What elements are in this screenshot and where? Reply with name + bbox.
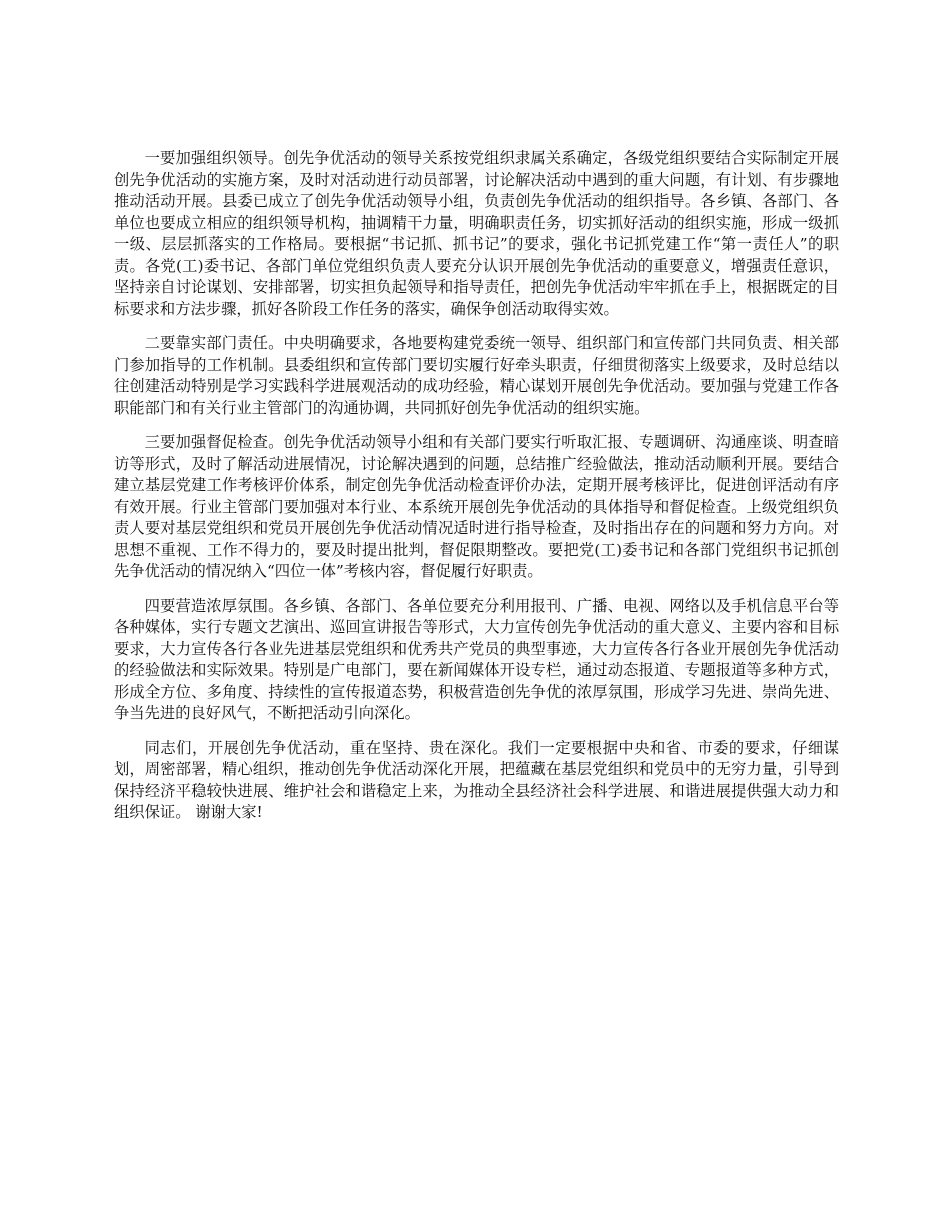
paragraph-closing: 同志们，开展创先争优活动，重在坚持、贵在深化。我们一定要根据中央和省、市委的要求，仔细谋划，周密部署，精心组织，推动创先争优活动深化开展，把蕴藏在基层党组织和党员中的无穷力量，引导到保持经济平稳较快进展、维护社会和谐稳定上来，为推动全县经济社会科学进展、和谐进展提供强大动力和组织保证。 谢谢大家!	[114, 738, 839, 821]
paragraph-atmosphere: 四要营造浓厚氛围。各乡镇、各部门、各单位要充分利用报刊、广播、电视、网络以及手机信息平台等各种媒体，实行专题文艺演出、巡回宣讲报告等形式，大力宣传创先争优活动的重大意义、主要内容和目标要求，大力宣传各行各业先进基层党组织和优秀共产党员的典型事迹，大力宣传各行各业开展创先争优活动的经验做法和实际效果。特别是广电部门，要在新闻媒体开设专栏，通过动态报道、专题报道等多种方式，形成全方位、多角度、持续性的宣传报道态势，积极营造创先争优的浓厚氛围，形成学习先进、崇尚先进、争当先进的良好风气，不断把活动引向深化。	[114, 596, 839, 722]
paragraph-organization-leadership: 一要加强组织领导。创先争优活动的领导关系按党组织隶属关系确定，各级党组织要结合实际制定开展创先争优活动的实施方案，及时对活动进行动员部署，讨论解决活动中遇到的重大问题，有计划、有步骤地推动活动开展。县委已成立了创先争优活动领导小组，负责创先争优活动的组织指导。各乡镇、各部门、各单位也要成立相应的组织领导机构，抽调精干力量，明确职责任务，切实抓好活动的组织实施，形成一级抓一级、层层抓落实的工作格局。要根据“书记抓、抓书记”的要求，强化书记抓党建工作“第一责任人”的职责。各党(工)委书记、各部门单位党组织负责人要充分认识开展创先争优活动的重要意义，增强责任意识，坚持亲自讨论谋划、安排部署，切实担负起领导和指导责任，把创先争优活动牢牢抓在手上，根据既定的目标要求和方法步骤，抓好各阶段工作任务的落实，确保争创活动取得实效。	[114, 149, 839, 318]
paragraph-department-responsibility: 二要靠实部门责任。中央明确要求，各地要构建党委统一领导、组织部门和宣传部门共同负责、相关部门参加指导的工作机制。县委组织和宣传部门要切实履行好牵头职责，仔细贯彻落实上级要求，及时总结以往创建活动特别是学习实践科学进展观活动的成功经验，精心谋划开展创先争优活动。要加强与党建工作各职能部门和有关行业主管部门的沟通协调，共同抓好创先争优活动的组织实施。	[114, 334, 839, 417]
document-body	[114, 148, 839, 837]
paragraph-supervision-inspection: 三要加强督促检查。创先争优活动领导小组和有关部门要实行听取汇报、专题调研、沟通座谈、明查暗访等形式，及时了解活动进展情况，讨论解决遇到的问题，总结推广经验做法，推动活动顺利开展。要结合建立基层党建工作考核评价体系，制定创先争优活动检查评价办法，定期开展考核评比，促进创评活动有序有效开展。行业主管部门要加强对本行业、本系统开展创先争优活动的具体指导和督促检查。上级党组织负责人要对基层党组织和党员开展创先争优活动情况适时进行指导检查，及时指出存在的问题和努力方向。对思想不重视、工作不得力的，要及时提出批判，督促限期整改。要把党(工)委书记和各部门党组织书记抓创先争优活动的情况纳入“四位一体”考核内容，督促履行好职责。	[114, 433, 839, 580]
